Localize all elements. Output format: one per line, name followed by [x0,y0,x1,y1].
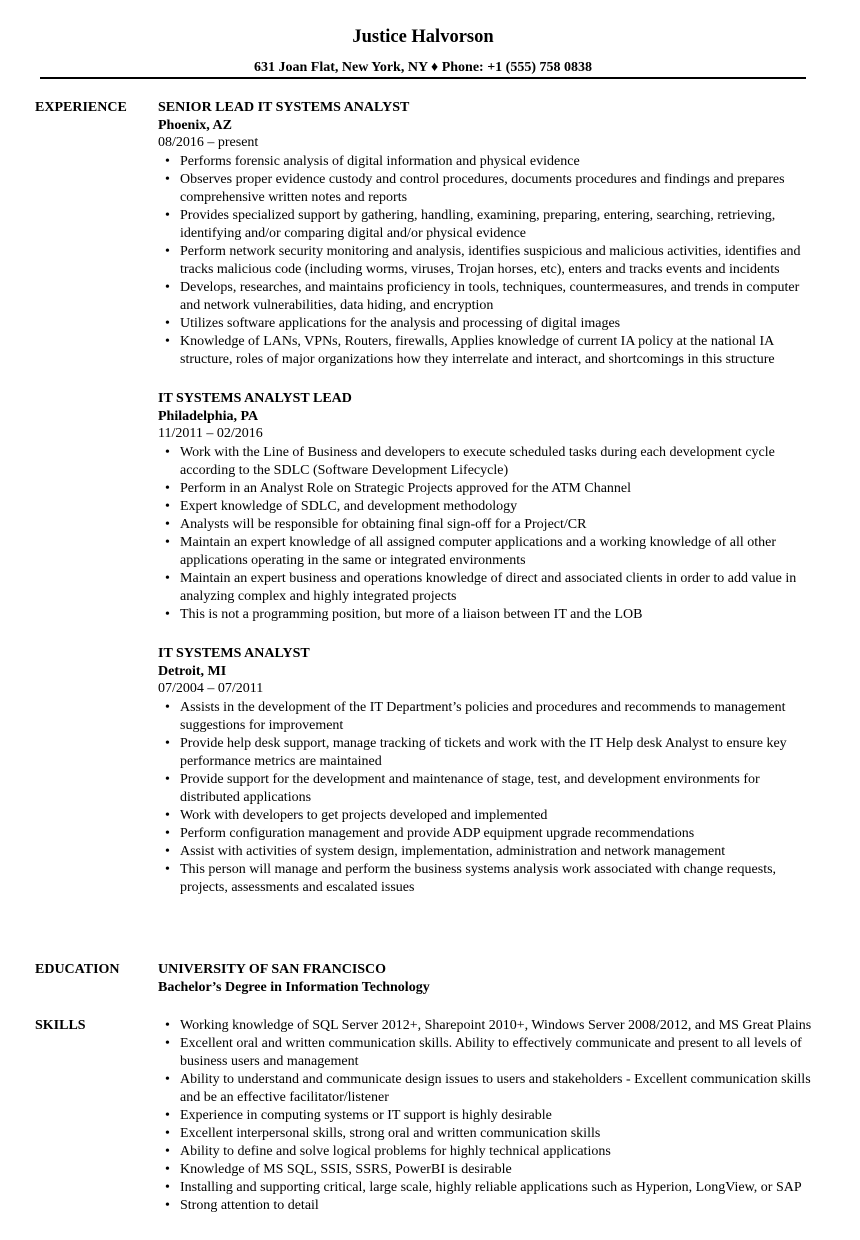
list-item: • Perform configuration management and provide ADP equipment upgrade recommendations [158,825,818,843]
job-bullet-list [158,699,818,897]
list-item: • Installing and supporting critical, large scale, highly reliable applications such as Hyperion, LongView, or SAP [158,1179,818,1197]
list-item: • Assist with activities of system design, implementation, administration and network management [158,843,818,861]
job-title: IT SYSTEMS ANALYST LEAD [158,391,352,406]
job-location: Detroit, MI [158,664,227,679]
job-dates: 11/2011 – 02/2016 [158,426,263,441]
job-entry [158,645,818,897]
skills-body [158,1017,818,1215]
job-bullet-list [158,444,818,624]
job-entry [158,99,818,369]
resume-header [40,26,806,77]
list-item: • Provide support for the development and maintenance of stage, test, and development environments for distributed applications [158,771,818,807]
list-item: • This person will manage and perform the business systems analysis work associated with change requests, projects, assessments and escalated issues [158,861,818,897]
list-item: • Ability to understand and communicate design issues to users and stakeholders - Excellent communication skills and be an effective facilitator/listener [158,1071,818,1107]
list-item: • Working knowledge of SQL Server 2012+, Sharepoint 2010+, Windows Server 2008/2012, and MS Great Plains [158,1017,818,1035]
list-item: • Develops, researches, and maintains proficiency in tools, techniques, countermeasures, and trends in computer and network vulnerabilities, data hiding, and encryption [158,279,818,315]
experience-body [158,99,818,918]
list-item: • Work with developers to get projects developed and implemented [158,807,818,825]
list-item: • Excellent oral and written communication skills. Ability to effectively communicate and present to all levels of business users and management [158,1035,818,1071]
job-title: SENIOR LEAD IT SYSTEMS ANALYST [158,100,410,115]
section-label-skills: SKILLS [35,1018,86,1033]
candidate-name: Justice Halvorson [352,27,494,47]
skills-bullet-list [158,1017,818,1215]
job-entry [158,390,818,624]
list-item: • Perform network security monitoring and analysis, identifies suspicious and malicious activities, identifies and tracks malicious code (including worms, viruses, Trojan horses, etc), enters and tracks events and incidents [158,243,818,279]
list-item: • Perform in an Analyst Role on Strategic Projects approved for the ATM Channel [158,480,818,498]
list-item: • Work with the Line of Business and developers to execute scheduled tasks during each development cycle according to the SDLC (Software Development Lifecycle) [158,444,818,480]
section-label-education: EDUCATION [35,962,120,977]
list-item: • Knowledge of LANs, VPNs, Routers, firewalls, Applies knowledge of current IA policy at the national IA structure, roles of major organizations how they interrelate and interact, and shortcomings in this structure [158,333,818,369]
job-location: Philadelphia, PA [158,409,259,424]
header-divider [40,77,806,79]
list-item: • Analysts will be responsible for obtaining final sign-off for a Project/CR [158,516,818,534]
job-bullet-list [158,153,818,369]
list-item: • Observes proper evidence custody and control procedures, documents procedures and findings and prepares comprehensive written notes and reports [158,171,818,207]
list-item: • Excellent interpersonal skills, strong oral and written communication skills [158,1125,818,1143]
list-item: • Provides specialized support by gathering, handling, examining, preparing, entering, searching, retrieving, identifying and/or comparing digital and/or physical evidence [158,207,818,243]
job-title: IT SYSTEMS ANALYST [158,646,310,661]
list-item: • Knowledge of MS SQL, SSIS, SSRS, PowerBI is desirable [158,1161,818,1179]
list-item: • Performs forensic analysis of digital information and physical evidence [158,153,818,171]
school-name: UNIVERSITY OF SAN FRANCISCO [158,962,387,977]
list-item: • Maintain an expert knowledge of all assigned computer applications and a working knowledge of all other applications operating in the same or integrated environments [158,534,818,570]
list-item: • Assists in the development of the IT Department’s policies and procedures and recommends to management suggestions for improvement [158,699,818,735]
list-item: • Experience in computing systems or IT support is highly desirable [158,1107,818,1125]
education-body [158,961,818,997]
list-item: • Maintain an expert business and operations knowledge of direct and associated clients in order to add value in analyzing complex and highly integrated projects [158,570,818,606]
contact-line: 631 Joan Flat, New York, NY ♦ Phone: +1 (555) 758 0838 [253,60,592,75]
job-dates: 07/2004 – 07/2011 [158,681,264,696]
list-item: • Provide help desk support, manage tracking of tickets and work with the IT Help desk Analyst to ensure key performance metrics are maintained [158,735,818,771]
job-location: Phoenix, AZ [158,118,232,133]
list-item: • Expert knowledge of SDLC, and development methodology [158,498,818,516]
job-dates: 08/2016 – present [158,135,259,150]
list-item: • This is not a programming position, but more of a liaison between IT and the LOB [158,606,818,624]
list-item: • Ability to define and solve logical problems for highly technical applications [158,1143,818,1161]
degree-name: Bachelor’s Degree in Information Technology [158,980,430,995]
list-item: • Strong attention to detail [158,1197,818,1215]
list-item: • Utilizes software applications for the analysis and processing of digital images [158,315,818,333]
section-label-experience: EXPERIENCE [35,100,127,115]
